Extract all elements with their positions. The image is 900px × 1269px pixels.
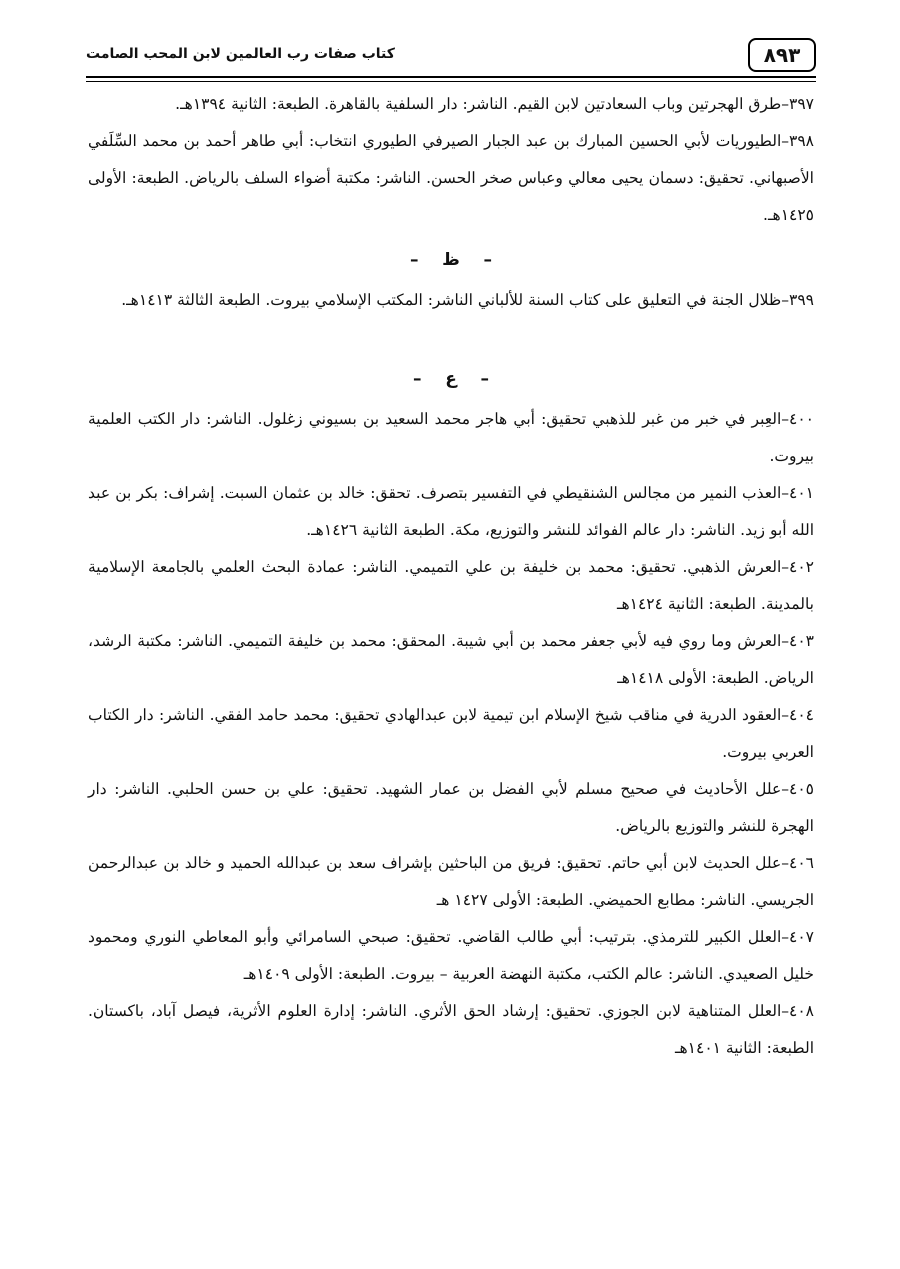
bibliography-entry-401: ٤٠١–العذب النمير من مجالس الشنقيطي في التفسير بتصرف. تحقق: خالد بن عثمان السبت. إشراف: بكر بن عبد الله أبو زيد. الناشر: دار عالم الفوائد للنشر والتوزيع، مكة. الطبعة الثانية ١٤٢٦هـ. <box>88 484 814 539</box>
bibliography-entry-403: ٤٠٣–العرش وما روي فيه لأبي جعفر محمد بن أبي شيبة. المحقق: محمد بن خليفة التميمي. الناشر: مكتبة الرشد، الرياض. الطبعة: الأولى ١٤١٨هـ <box>88 632 814 687</box>
bibliography-content <box>88 86 814 1067</box>
bibliography-entry-407: ٤٠٧–العلل الكبير للترمذي. بترتيب: أبي طالب القاضي. تحقيق: صبحي السامرائي وأبو المعاطي النوري ومحمود خليل الصعيدي. الناشر: عالم الكتب، مكتبة النهضة العربية – بيروت. الطبعة: الأولى ١٤٠٩هـ <box>88 928 814 983</box>
header-rule <box>86 76 816 78</box>
spacer <box>88 319 814 357</box>
section-heading-ayn: – ع – <box>413 369 489 389</box>
bibliography-entry-399: ٣٩٩–ظلال الجنة في التعليق على كتاب السنة للألباني الناشر: المكتب الإسلامي بيروت. الطبعة الثالثة ١٤١٣هـ. <box>121 291 814 309</box>
bibliography-entry-406: ٤٠٦–علل الحديث لابن أبي حاتم. تحقيق: فريق من الباحثين بإشراف سعد بن عبدالله الحميد و خالد بن عبدالرحمن الجريسي. الناشر: مطابع الحميضي. الطبعة: الأولى ١٤٢٧ هـ <box>88 854 814 909</box>
bibliography-entry-398: ٣٩٨–الطيوريات لأبي الحسين المبارك بن عبد الجبار الصيرفي الطيوري انتخاب: أبي طاهر أحمد بن محمد السِّلَفي الأصبهاني. تحقيق: دسمان يحيى معالي وعباس صخر الحسن. الناشر: مكتبة أضواء السلف بالرياض. الطبعة: الأولى ١٤٢٥هـ. <box>88 132 814 224</box>
bibliography-entry-405: ٤٠٥–علل الأحاديث في صحيح مسلم لأبي الفضل بن عمار الشهيد. تحقيق: علي بن حسن الحلبي. الناشر: دار الهجرة للنشر والتوزيع بالرياض. <box>88 780 814 835</box>
bibliography-entry-404: ٤٠٤–العقود الدرية في مناقب شيخ الإسلام ابن تيمية لابن عبدالهادي تحقيق: محمد حامد الفقي. الناشر: دار الكتاب العربي بيروت. <box>88 706 814 761</box>
bibliography-entry-397: ٣٩٧–طرق الهجرتين وباب السعادتين لابن القيم. الناشر: دار السلفية بالقاهرة. الطبعة: الثانية ١٣٩٤هـ. <box>175 95 814 113</box>
bibliography-entry-400: ٤٠٠–العِبر في خبر من غبر للذهبي تحقيق: أبي هاجر محمد السعيد بن بسيوني زغلول. الناشر: دار الكتب العلمية بيروت. <box>88 410 814 465</box>
running-title: كتاب صفات رب العالمين لابن المحب الصامت <box>86 46 395 62</box>
page-number: ٨٩٣ <box>748 38 816 72</box>
bibliography-entry-402: ٤٠٢–العرش الذهبي. تحقيق: محمد بن خليفة بن علي التميمي. الناشر: عمادة البحث العلمي بالجامعة الإسلامية بالمدينة. الطبعة: الثانية ١٤٢٤هـ <box>88 558 814 613</box>
page-header <box>86 36 816 78</box>
section-heading-ta: – ظ – <box>409 250 492 270</box>
header-rule-thin <box>86 81 816 82</box>
bibliography-entry-408: ٤٠٨–العلل المتناهية لابن الجوزي. تحقيق: إرشاد الحق الأثري. الناشر: إدارة العلوم الأثرية، فيصل آباد، باكستان. الطبعة: الثانية ١٤٠١هـ <box>88 1002 814 1057</box>
